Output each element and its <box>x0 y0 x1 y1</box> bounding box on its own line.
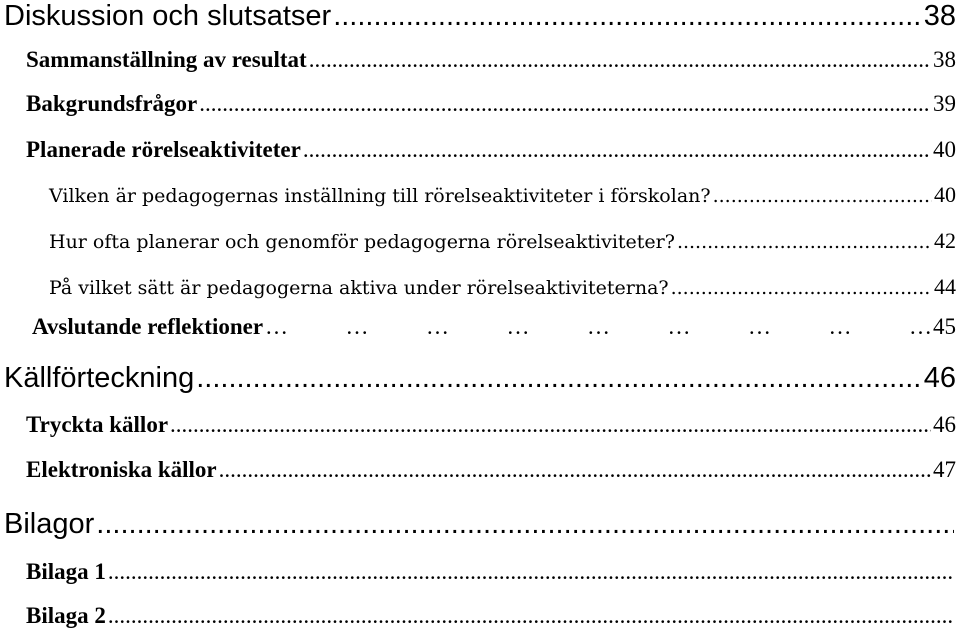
toc-leader-dots <box>333 0 922 33</box>
toc-leader-dots <box>677 231 932 253</box>
toc-entry-diskussion-och-slutsatser[interactable] <box>4 0 956 33</box>
toc-entry-title: Bakgrundsfrågor <box>26 91 198 116</box>
toc-leader-dots <box>196 362 922 395</box>
toc-entry-title: På vilket sätt är pedagogerna aktiva under rörelseaktiviteterna? <box>49 277 669 299</box>
toc-entry-bilagor[interactable] <box>4 508 956 541</box>
toc-leader-dots <box>303 137 931 163</box>
toc-entry-planerade-rorelseaktiviteter[interactable] <box>26 137 956 163</box>
toc-entry-avslutande-reflektioner[interactable] <box>32 314 956 340</box>
toc-entry-title: Diskussion och slutsatser <box>4 0 332 32</box>
toc-entry-tryckta-kallor[interactable] <box>26 412 956 438</box>
toc-leader-dots <box>671 277 932 299</box>
toc-entry-bakgrundsfragor[interactable] <box>26 91 956 117</box>
toc-leader-dots <box>96 508 954 541</box>
toc-entry-title: Avslutande reflektioner <box>32 314 264 339</box>
toc-entry-title: Bilaga 2 <box>26 603 106 628</box>
toc-entry-bilaga-2[interactable] <box>26 603 956 629</box>
toc-entry-title: Källförteckning <box>4 362 195 394</box>
toc-leader-ellipsis <box>265 314 931 340</box>
toc-entry-sammanstallning-av-resultat[interactable] <box>26 47 956 73</box>
toc-entry-page: 40 <box>934 182 956 207</box>
toc-entry-page: 39 <box>933 91 956 116</box>
toc-entry-elektroniska-kallor[interactable] <box>26 457 956 483</box>
toc-entry-title: Bilaga 1 <box>26 559 106 584</box>
toc-leader-dots <box>108 559 954 585</box>
toc-entry-page: 46 <box>923 362 956 394</box>
toc-entry-page: 44 <box>934 274 956 299</box>
toc-entry-title: Sammanställning av resultat <box>26 47 307 72</box>
toc-entry-title: Elektroniska källor <box>26 457 217 482</box>
toc-leader-dots <box>713 185 932 207</box>
toc-entry-page: 40 <box>933 137 956 162</box>
toc-entry-title: Hur ofta planerar och genomför pedagogerna rörelseaktiviteter? <box>49 231 675 253</box>
toc-entry-title: Tryckta källor <box>26 412 169 437</box>
toc-entry-page: 42 <box>934 228 956 253</box>
toc-entry-page: 38 <box>923 0 956 32</box>
toc-entry-title: Vilken är pedagogernas inställning till rörelseaktiviteter i förskolan? <box>49 185 711 207</box>
toc-entry-page: 46 <box>933 412 956 437</box>
toc-entry-bilaga-1[interactable] <box>26 559 956 585</box>
toc-entry-page: 38 <box>933 47 956 72</box>
toc-entry-page: 47 <box>933 457 956 482</box>
toc-entry-kallforteckning[interactable] <box>4 362 956 395</box>
toc-entry-title: Planerade rörelseaktiviteter <box>26 137 301 162</box>
toc-entry-pa-vilket-satt[interactable] <box>49 274 956 300</box>
toc-entry-page: 45 <box>933 314 956 339</box>
toc-entry-pedagogernas-installning[interactable] <box>49 182 956 208</box>
toc-entry-title: Bilagor <box>4 508 95 540</box>
toc-leader-dots <box>170 412 931 438</box>
toc-entry-hur-ofta-planerar[interactable] <box>49 228 956 254</box>
toc-leader-dots <box>309 47 931 73</box>
toc-leader-dots <box>219 457 931 483</box>
toc-leader-dots <box>108 603 954 629</box>
toc-leader-dots <box>199 91 931 117</box>
